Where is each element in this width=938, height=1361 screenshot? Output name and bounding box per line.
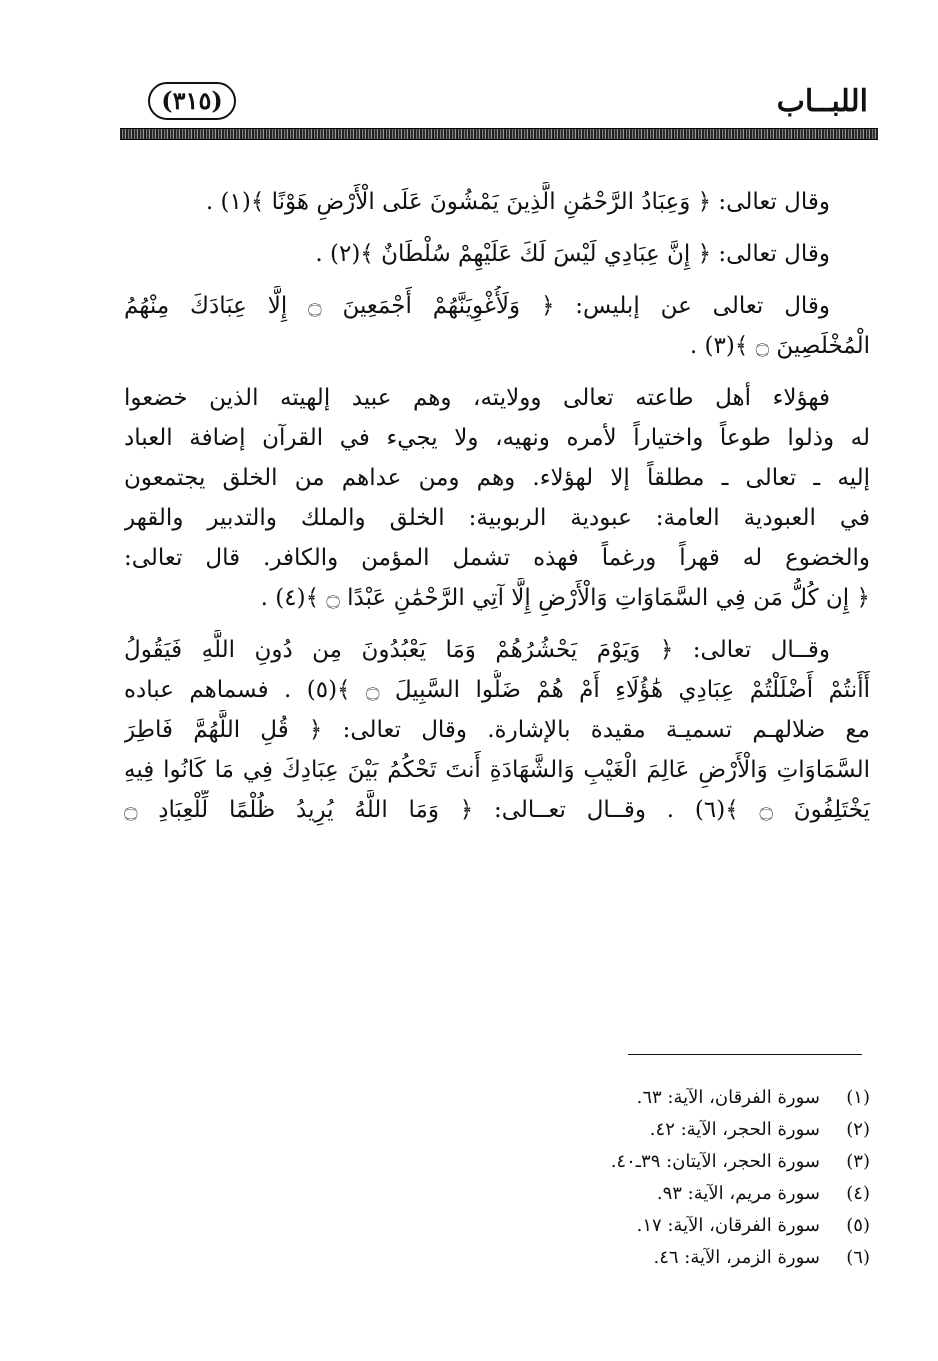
text-line: الْمُخْلَصِينَ ۝ ﴾(٣) . [689,333,870,359]
text-line: وقال تعالى: ﴿ إِنَّ عِبَادِي لَيْسَ لَكَ عَلَيْهِمْ سُلْطَانٌ ﴾(٢) . [315,241,830,267]
paragraph-3 [124,286,870,366]
footnote-number: (٦) [846,1247,870,1268]
footnote-number: (٢) [846,1119,870,1140]
text-line: وقال تعالى عن إبليس: ﴿ وَلَأُغْوِيَنَّهُمْ أَجْمَعِينَ ۝ إِلَّا عِبَادَكَ مِنْهُمُ [124,293,831,319]
footnote-text: سورة الحجر، الآيتان: ٣٩ـ٤٠. [610,1151,820,1172]
text-line: وقــال تعالى: ﴿ وَيَوْمَ يَحْشُرُهُمْ وَمَا يَعْبُدُونَ مِن دُونِ اللَّهِ فَيَقُولُ [124,637,830,663]
footnote-separator [628,1054,862,1055]
footnote-number: (١) [846,1087,870,1108]
page-header [120,78,878,130]
paragraph-4 [124,378,870,618]
footnote-item [611,1178,870,1210]
paragraph-2 [124,234,870,274]
footnote-number: (٣) [846,1151,870,1172]
paragraph-5 [124,630,870,830]
footnote-number: (٤) [846,1183,870,1204]
footnote-text: سورة الفرقان، الآية: ٦٣. [636,1087,820,1108]
page-number: (٣١٥) [148,82,236,120]
footnote-text: سورة الفرقان، الآية: ١٧. [636,1215,820,1236]
text-line: يَخْتَلِفُونَ ۝ ﴾(٦) . وقــال تعــالى: ﴿ وَمَا اللَّهُ يُرِيدُ ظُلْمًا لِّلْعِبَادِ ۝ [124,797,870,823]
footnote-text: سورة الزمر، الآية: ٤٦. [653,1247,820,1268]
text-line: في العبودية العامة: عبودية الربوبية: الخلق والملك والتدبير والقهر [124,505,870,531]
footnote-item [611,1082,870,1114]
text-line: فهؤلاء أهل طاعته تعالى وولايته، وهم عبيد إلهيته الذين خضعوا [124,385,830,411]
footnote-item [611,1242,870,1274]
text-line: وقال تعالى: ﴿ وَعِبَادُ الرَّحْمَٰنِ الَّذِينَ يَمْشُونَ عَلَى الْأَرْضِ هَوْنًا ﴾(١) . [205,189,830,215]
paragraph-1 [124,182,870,222]
footnote-number: (٥) [846,1215,870,1236]
text-line: إليه ـ تعالى ـ مطلقاً إلا لهؤلاء. وهم ومن عداهم من الخلق يجتمعون [124,465,870,491]
footnote-item [611,1114,870,1146]
footnote-text: سورة مريم، الآية: ٩٣. [656,1183,820,1204]
header-rule [120,128,878,140]
text-line: له وذلوا طوعاً واختياراً لأمره ونهيه، ولا يجيء في القرآن إضافة العباد [124,425,870,451]
footnotes [611,1082,870,1274]
footnote-item [611,1146,870,1178]
text-line: السَّمَاوَاتِ وَالْأَرْضِ عَالِمَ الْغَيْبِ وَالشَّهَادَةِ أَنتَ تَحْكُمُ بَيْنَ عِبَادِكَ فِي مَا كَانُوا فِيهِ [124,757,870,783]
text-line: مع ضلالهـم تسميـة مقيدة بالإشارة. وقال تعالى: ﴿ قُلِ اللَّهُمَّ فَاطِرَ [124,717,870,743]
book-title: اللبــاب [776,84,868,119]
footnote-text: سورة الحجر، الآية: ٤٢. [649,1119,820,1140]
text-line: أَأَنتُمْ أَضْلَلْتُمْ عِبَادِي هَٰؤُلَاءِ أَمْ هُمْ ضَلُّوا السَّبِيلَ ۝ ﴾(٥) . فسماهم عباده [124,677,870,703]
text-line: ﴿ إِن كُلُّ مَن فِي السَّمَاوَاتِ وَالْأَرْضِ إِلَّا آتِي الرَّحْمَٰنِ عَبْدًا ۝ ﴾(٤) . [260,585,870,611]
main-text [124,182,870,842]
text-line: والخضوع له قهراً ورغماً فهذه تشمل المؤمن والكافر. قال تعالى: [124,545,870,571]
footnote-item [611,1210,870,1242]
